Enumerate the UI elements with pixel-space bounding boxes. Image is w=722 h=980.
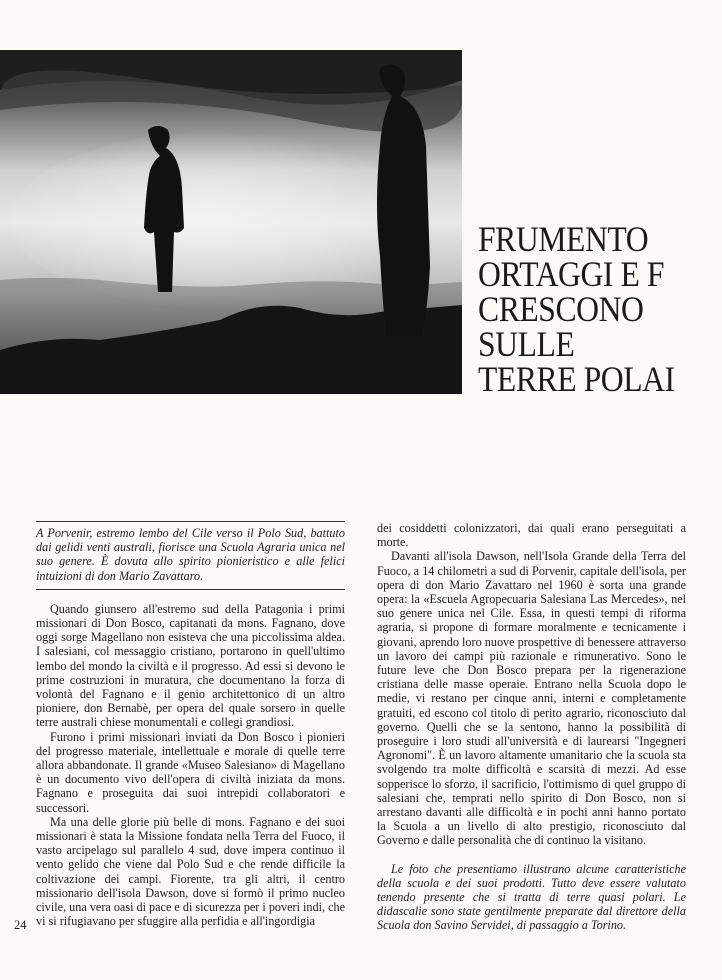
page-number: 24 (14, 918, 27, 932)
headline-line: SULLE (478, 324, 575, 364)
paragraph: Quando giunsero all'estremo sud della Patagonia i primi missionari di Don Bosco, capitanati da mons. Fagnano, dove oggi sorge Magellano non esisteva che una piccolissima aldea. I salesiani, col messaggio cristiano, portarono in quell'ultimo lembo del mondo la civiltà e il progresso. Ad essi si devono le prime costruzioni in muratura, che documentano la forza di volontà del Fagnano e il genio architettonico di un altro pioniere, don Bernabè, per opera del quale sorsero in quelle terre australi chiese monumentali e collegi grandiosi. (36, 601, 345, 730)
cover-photo (0, 50, 462, 394)
paragraph: dei cosiddetti colonizzatori, dai quali erano perseguitati a morte. (377, 521, 686, 550)
headline-line: TERRE POLAI (478, 359, 675, 397)
silhouette-photo (0, 50, 462, 394)
paragraph: Davanti all'isola Dawson, nell'Isola Grande della Terra del Fuoco, a 14 chilometri a sud di Porvenir, capitale dell'isola, per opera di don Mario Zavattaro nel 1960 è sorta una grande opera: la «Escuela Agropecuaria Salesiana Las Mercedes», nel suo genere unica nel Cile. Essa, in questi tempi di riforma agraria, si propone di formare moralmente e tecnicamente i giovani, aprendo loro nuove prospettive di benessere attraverso un lavoro dei campi più razionale e rimunerativo. Sono le future leve che Don Bosco prepara per la rigenerazione cristiana delle masse operaie. Entrano nella Scuola dopo le medie, vi restano per cinque anni, interni e completamente gratuiti, ed escono col titolo di perito agrario, riconosciuto dal governo. Quelli che se la sentono, hanno la possibilità di proseguire i loro studi all'università e di laurearsi "Ingegneri Agronomi". È un lavoro altamente umanitario che la scuola sta svolgendo tra molte difficoltà e scarsità di mezzi. Ad esse sopperisce lo sforzo, il sacrificio, l'ottimismo di quel gruppo di salesiani che, temprati nello spirito di Don Bosco, non si arrestano davanti alle difficoltà e in pochi anni hanno portato la Scuola a un livello di alto prestigio, riconosciuto dal Governo e dalle personalità che di continuo la visitano. (377, 549, 686, 848)
left-column (36, 521, 345, 928)
right-column (377, 521, 686, 933)
headline-line: FRUMENTO (478, 222, 649, 259)
headline (478, 222, 722, 397)
paragraph: Ma una delle glorie più belle di mons. Fagnano e dei suoi missionari è stata la Missione fondata nella Terra del Fuoco, il vasto arcipelago sul parallelo 4 sud, dove impera continuo il vento gelido che viene dal Polo Sud e che rende difficile la coltivazione dei campi. Fiorente, tra gli altri, il centro missionario dell'isola Dawson, dove si formò il primo nucleo civile, una vera oasi di pace e di sicurezza per i poveri indi, che vi si rifugiavano per sfuggire alla perfidia e all'ingordigia (36, 814, 345, 929)
paragraph: Furono i primi missionari inviati da Don Bosco i pionieri del progresso materiale, intellettuale e morale di quelle terre allora abbandonate. Il grande «Museo Salesiano» di Magellano è un documento vivo dell'opera di civiltà iniziata da mons. Fagnano e proseguita dai suoi intrepidi collaboratori e successori. (36, 729, 345, 815)
intro-text: A Porvenir, estremo lembo del Cile verso il Polo Sud, battuto dai gelidi venti australi, fiorisce una Scuola Agraria unica nel suo genere. È dovuta allo spirito pionieristico e alle felici intuizioni di don Mario Zavattaro. (36, 521, 345, 590)
photo-caption: Le foto che presentiamo illustrano alcune caratteristiche della scuola e dei suoi prodotti. Tutto deve essere valutato tenendo presente che si tratta di terre quasi polari. Le didascalie sono state gentilmente preparate dal direttore della Scuola don Savino Servidei, di passaggio a Torino. (377, 861, 686, 933)
headline-line: ORTAGGI E F (478, 254, 665, 294)
headline-line: CRESCONO (478, 289, 644, 329)
